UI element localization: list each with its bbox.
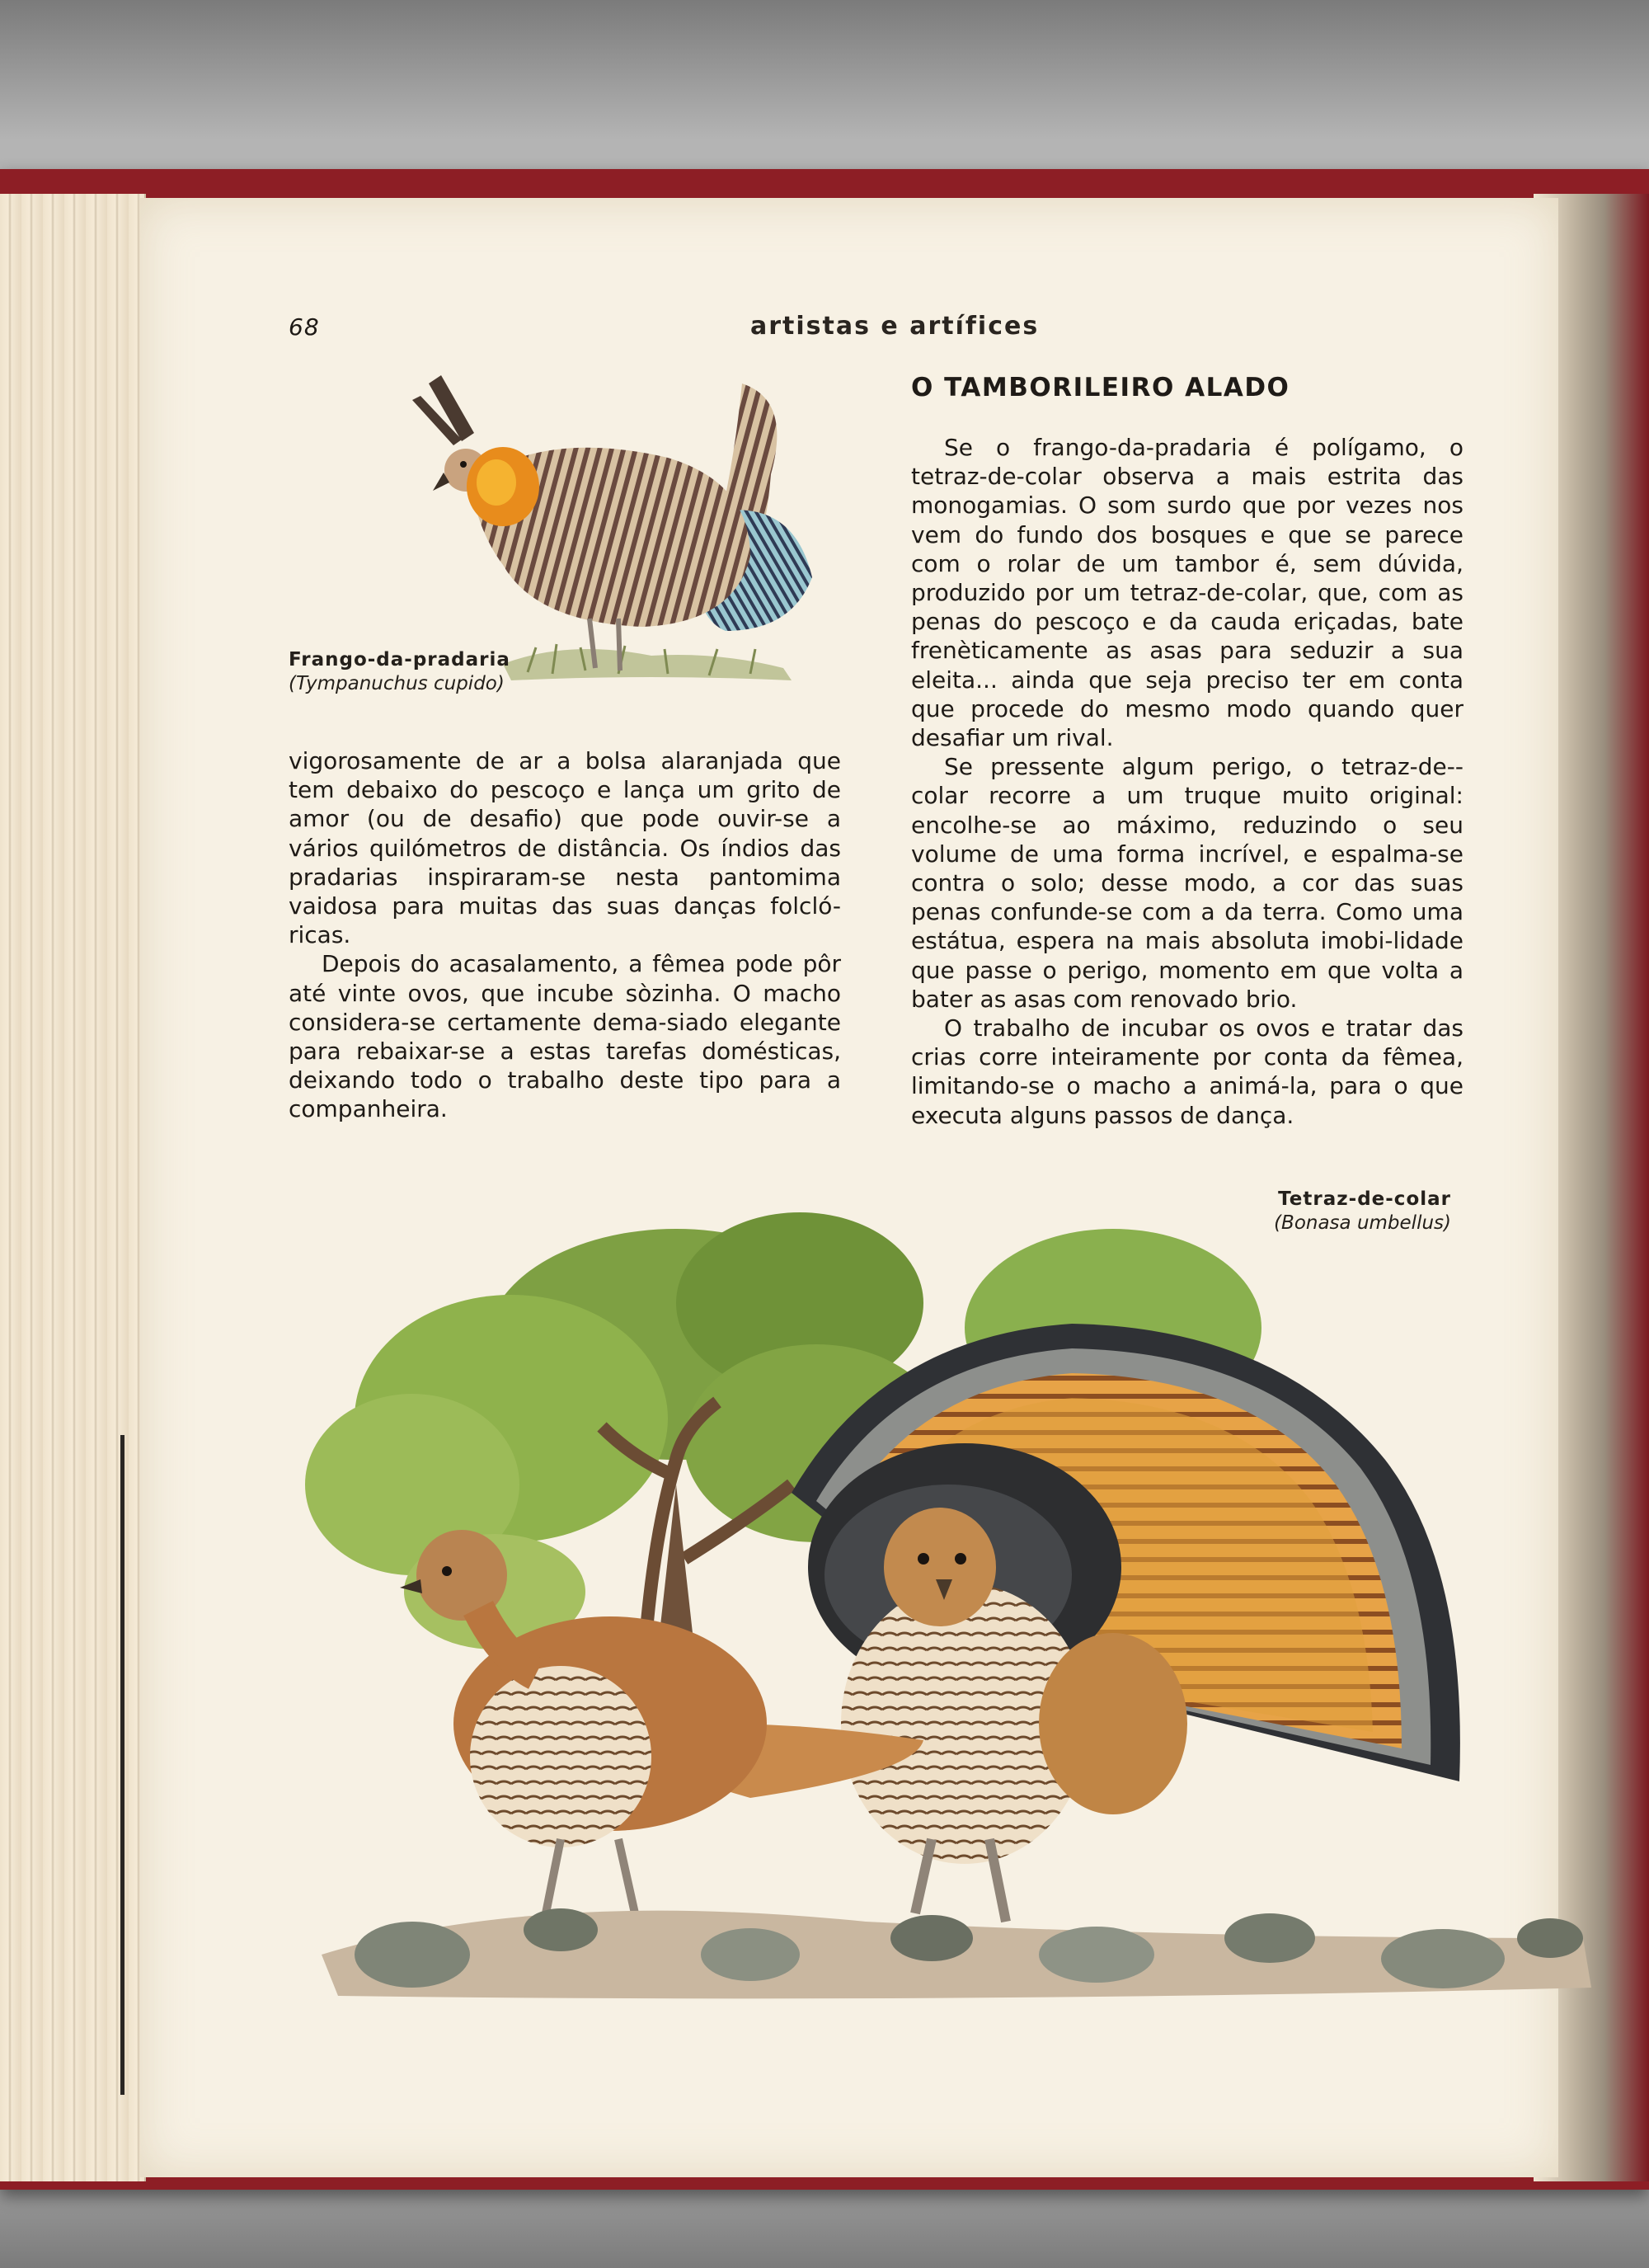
right-text-column (911, 433, 1463, 1130)
paragraph: vigorosamente de ar a bolsa alaranjada que tem debaixo do pescoço e lança um grito de amor (ou de desafio) que pode ouvir-se a vários quilómetros de distância. Os índios das pradarias inspiraram-se nesta pantomima vaidosa para muitas das suas danças folcló-ricas. (289, 747, 841, 949)
ruffed-grouse-illustration (289, 1212, 1608, 2054)
book-page (140, 198, 1558, 2177)
page-number: 68 (289, 313, 320, 341)
prairie-chicken-common-name: Frango-da-pradaria (289, 649, 510, 671)
prairie-chicken-caption (289, 648, 510, 696)
running-header: artistas e artífices (750, 312, 1040, 341)
section-title: O TAMBORILEIRO ALADO (911, 373, 1290, 402)
rocky-ground (322, 1908, 1591, 1998)
prairie-chicken-illustration (404, 367, 866, 697)
prairie-chicken-scientific-name: (Tympanuchus cupido) (289, 673, 505, 694)
ruffed-grouse-common-name: Tetraz-de-colar (1278, 1188, 1451, 1210)
paragraph: Depois do acasalamento, a fêmea pode pôr até vinte ovos, que incube sòzinha. O macho considera-se certamente dema-siado elegante para rebaixar-se a estas tarefas domésticas, deixando todo o trabalho deste tipo para a companheira. (289, 950, 841, 1123)
paragraph: O trabalho de incubar os ovos e tratar das crias corre inteiramente por conta da fêmea, limitando-se o macho a animá-la, para o que executa alguns passos de dança. (911, 1014, 1463, 1129)
paragraph: Se pressente algum perigo, o tetraz-de--colar recorre a um truque muito original: encolhe-se ao máximo, reduzindo o seu volume de uma forma incrível, e espalma-se contra o solo; desse modo, a cor das suas penas confunde-se com a da terra. Como uma estátua, espera na mais absoluta imobi-lidade que passe o perigo, momento em que volta a bater as asas com renovado brio. (911, 753, 1463, 1013)
paragraph: Se o frango-da-pradaria é polígamo, o tetraz-de-colar observa a mais estrita das monogamias. O som surdo que por vezes nos vem do fundo dos bosques e que se parece com o rolar de um tambor é, sem dúvida, produzido por um tetraz-de-colar, que, com as penas do pescoço e da cauda eriçadas, bate frenèticamente as asas para seduzir a sua eleita... ainda que seja preciso ter em conta que procede do mesmo modo quando quer desafiar um rival. (911, 434, 1463, 752)
left-text-column (289, 746, 841, 1124)
ruffed-grouse-scientific-name: (Bonasa umbellus) (1274, 1212, 1451, 1234)
margin-rule (120, 1435, 124, 2095)
